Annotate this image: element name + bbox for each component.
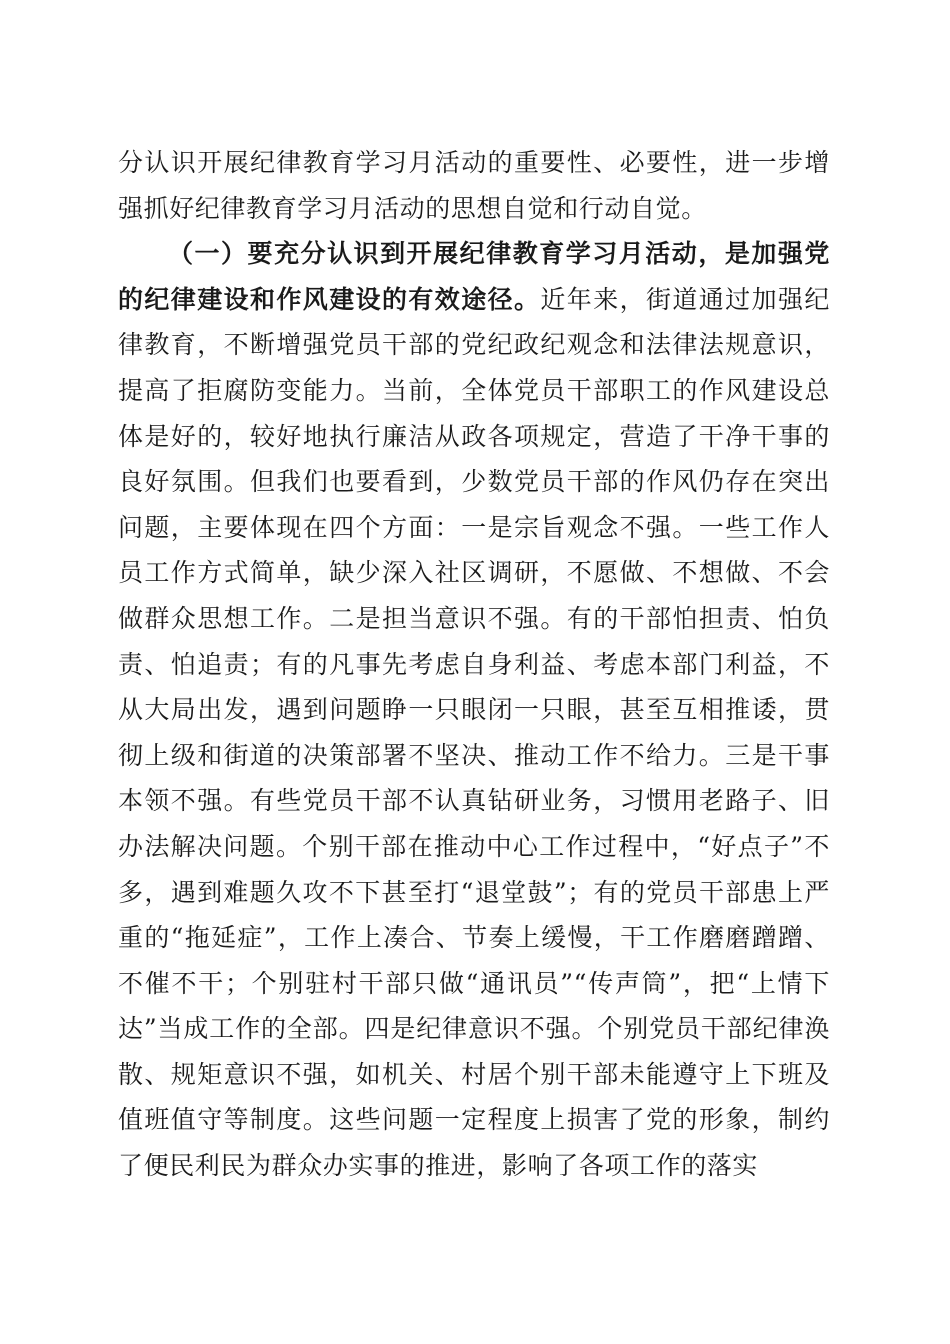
section-heading: （一）要充分认识到开展纪律教育学习月活动，是加强党的纪律建设和作风建设的有效途径。 bbox=[118, 239, 830, 314]
section-body-text: 近年来，街道通过加强纪律教育，不断增强党员干部的党纪政纪观念和法律法规意识，提高了拒腐防变能力。当前，全体党员干部职工的作风建设总体是好的，较好地执行廉洁从政各项规定，营造了干净干事的良好氛围。但我们也要看到，少数党员干部的作风仍存在突出问题，主要体现在四个方面：一是宗旨观念不强。一些工作人员工作方式简单，缺少深入社区调研，不愿做、不想做、不会做群众思想工作。二是担当意识不强。有的干部怕担责、怕负责、怕追责；有的凡事先考虑自身利益、考虑本部门利益，不从大局出发，遇到问题睁一只眼闭一只眼，甚至互相推诿，贯彻上级和街道的决策部署不坚决、推动工作不给力。三是干事本领不强。有些党员干部不认真钻研业务，习惯用老路子、旧办法解决问题。个别干部在推动中心工作过程中，“好点子”不多，遇到难题久攻不下甚至打“退堂鼓”；有的党员干部患上严重的“拖延症”，工作上凑合、节奏上缓慢，干工作磨磨蹭蹭、不催不干；个别驻村干部只做“通讯员”“传声筒”，把“上情下达”当成工作的全部。四是纪律意识不强。个别党员干部纪律涣散、规矩意识不强，如机关、村居个别干部未能遵守上下班及值班值守等制度。这些问题一定程度上损害了党的形象，制约了便民利民为群众办实事的推进，影响了各项工作的落实 bbox=[118, 284, 830, 1181]
paragraph-continued: 分认识开展纪律教育学习月活动的重要性、必要性，进一步增强抓好纪律教育学习月活动的思想自觉和行动自觉。 bbox=[118, 148, 830, 223]
section-paragraph bbox=[118, 231, 830, 1188]
document-body bbox=[118, 140, 830, 1189]
